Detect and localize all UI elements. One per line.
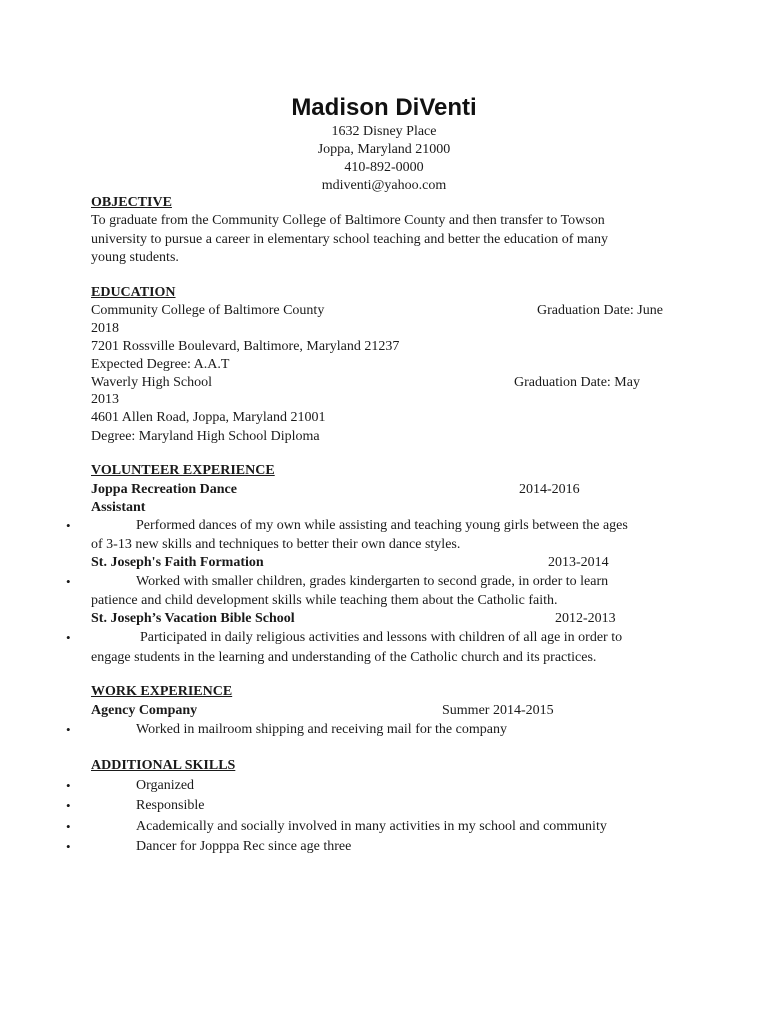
volunteer-description-line: of 3-13 new skills and techniques to better their own dance styles. — [91, 537, 461, 552]
bullet-glyph: • — [66, 722, 71, 737]
volunteer-description-line: engage students in the learning and understanding of the Catholic church and its practices. — [91, 650, 597, 665]
education-address: 7201 Rossville Boulevard, Baltimore, Maryland 21237 — [91, 339, 400, 354]
education-degree: Expected Degree: A.A.T — [91, 357, 230, 372]
objective-line: young students. — [91, 250, 179, 265]
education-degree: Degree: Maryland High School Diploma — [91, 429, 320, 444]
bullet-glyph: • — [66, 518, 71, 533]
education-address: 4601 Allen Road, Joppa, Maryland 21001 — [91, 410, 326, 425]
skill-item: Organized — [136, 778, 195, 793]
skills-heading: ADDITIONAL SKILLS — [91, 758, 236, 773]
address-line-2: Joppa, Maryland 21000 — [317, 142, 451, 157]
objective-line: university to pursue a career in elementary school teaching and better the education of many — [91, 232, 609, 247]
work-heading: WORK EXPERIENCE — [91, 684, 233, 699]
education-graduation-year: 2013 — [91, 392, 119, 407]
volunteer-description-line: Performed dances of my own while assisting and teaching young girls between the ages — [136, 518, 628, 533]
education-graduation-date: Graduation Date: June — [537, 303, 663, 318]
bullet-glyph: • — [66, 574, 71, 589]
volunteer-heading: VOLUNTEER EXPERIENCE — [91, 463, 275, 478]
volunteer-description-line: patience and child development skills while teaching them about the Catholic faith. — [91, 593, 558, 608]
volunteer-role: Assistant — [91, 500, 146, 515]
work-description: Worked in mailroom shipping and receiving mail for the company — [136, 722, 507, 737]
address-line-1: 1632 Disney Place — [331, 124, 437, 139]
education-graduation-year: 2018 — [91, 321, 119, 336]
skill-item: Responsible — [136, 798, 205, 813]
work-title: Agency Company — [91, 703, 198, 718]
phone-number: 410-892-0000 — [344, 160, 424, 175]
volunteer-dates: 2013-2014 — [548, 555, 609, 570]
volunteer-dates: 2014-2016 — [519, 482, 580, 497]
objective-heading: OBJECTIVE — [91, 195, 172, 210]
bullet-glyph: • — [66, 798, 71, 813]
skill-item: Dancer for Jopppa Rec since age three — [136, 839, 352, 854]
volunteer-title: St. Joseph's Faith Formation — [91, 555, 264, 570]
bullet-glyph: • — [66, 839, 71, 854]
education-graduation-date: Graduation Date: May — [514, 375, 640, 390]
education-school: Waverly High School — [91, 375, 212, 390]
volunteer-description-line: Worked with smaller children, grades kindergarten to second grade, in order to learn — [136, 574, 609, 589]
bullet-glyph: • — [66, 819, 71, 834]
education-heading: EDUCATION — [91, 285, 176, 300]
skill-item: Academically and socially involved in many activities in my school and community — [136, 819, 607, 834]
work-dates: Summer 2014-2015 — [442, 703, 554, 718]
volunteer-description-line: Participated in daily religious activities and lessons with children of all age in order to — [140, 630, 623, 645]
bullet-glyph: • — [66, 778, 71, 793]
bullet-glyph: • — [66, 630, 71, 645]
volunteer-dates: 2012-2013 — [555, 611, 616, 626]
email-address: mdiventi@yahoo.com — [321, 178, 447, 193]
volunteer-title: St. Joseph’s Vacation Bible School — [91, 611, 295, 626]
education-school: Community College of Baltimore County — [91, 303, 325, 318]
objective-line: To graduate from the Community College of Baltimore County and then transfer to Towson — [91, 213, 605, 228]
resume-name: Madison DiVenti — [291, 94, 477, 121]
volunteer-title: Joppa Recreation Dance — [91, 482, 237, 497]
